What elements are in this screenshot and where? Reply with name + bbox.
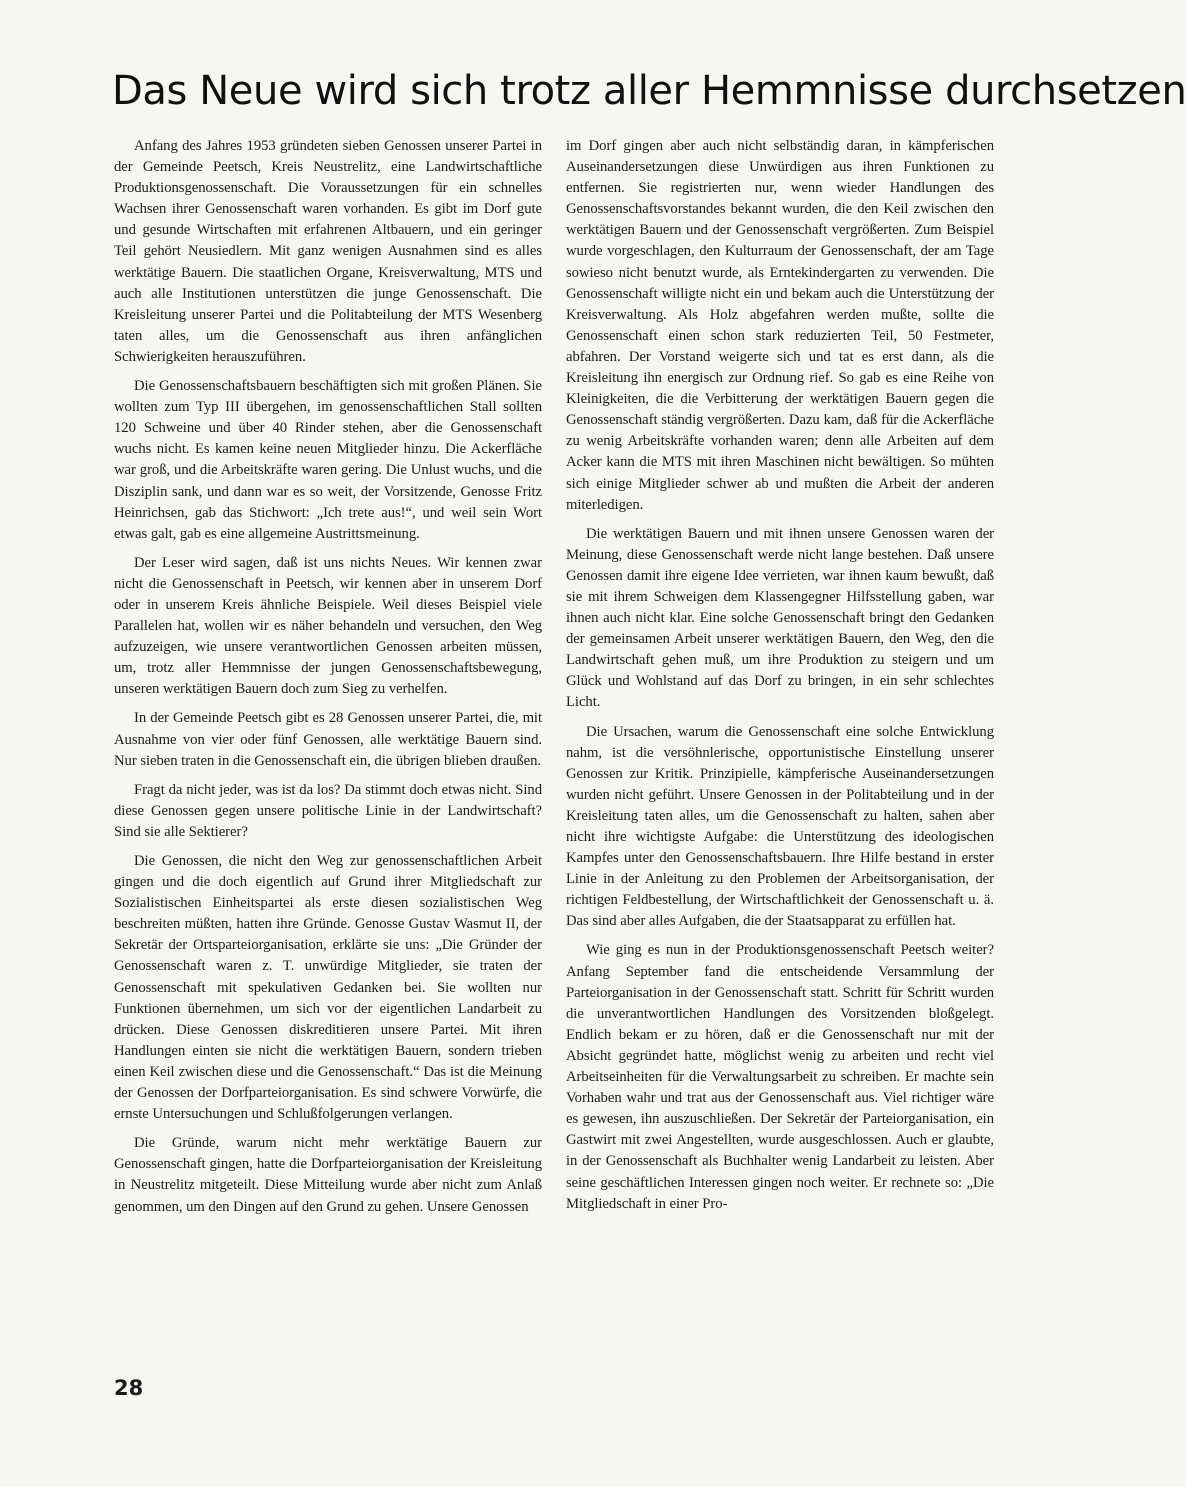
article-title: Das Neue wird sich trotz aller Hemmnisse durchsetzen <box>112 68 1186 114</box>
page-number: 28 <box>114 1376 144 1400</box>
paragraph: Der Leser wird sagen, daß ist uns nichts Neues. Wir kennen zwar nicht die Genossenschaft in Peetsch, wir kennen aber in unserem Dorf oder in unserem Kreis ähnliche Beispiele. Weil dieses Beispiel viele Parallelen hat, wollen wir es näher behandeln und versuchen, den Weg aufzuzeigen, wie unsere verantwortlichen Genossen arbeiten müssen, um, trotz aller Hemmnisse der jungen Genossenschaftsbewegung, unseren werktätigen Bauern doch zum Sieg zu verhelfen. <box>114 554 542 698</box>
paragraph: Die Gründe, warum nicht mehr werktätige Bauern zur Genossenschaft gingen, hatte die Dorfparteiorganisation der Kreisleitung in Neustrelitz mitgeteilt. Diese Mitteilung wurde aber nicht zum Anlaß genommen, um den Dingen auf den Grund zu gehen. Unsere Genossen <box>114 1135 542 1215</box>
paragraph: Die werktätigen Bauern und mit ihnen unsere Genossen waren der Meinung, diese Genossenschaft werde nicht lange bestehen. Daß unsere Genossen damit ihre eigene Idee verrieten, war ihnen kaum bewußt, daß sie mit ihrem Schweigen dem Klassengegner Hilfsstellung gaben, war ihnen auch nicht klar. Eine solche Genossenschaft bringt den Gedanken der gemeinsamen Arbeit unserer werktätigen Bauern, den Weg, den die Landwirtschaft gehen muß, um ihre Produktion zu steigern und um Glück und Wohlstand auf das Dorf zu bringen, in ein sehr schlechtes Licht. <box>566 525 994 711</box>
paragraph: Die Genossenschaftsbauern beschäftigten sich mit großen Plänen. Sie wollten zum Typ III übergehen, im genossenschaftlichen Stall sollten 120 Schweine und über 40 Rinder stehen, aber die Genossenschaft wuchs nicht. Es kamen keine neuen Mitglieder hinzu. Die Ackerfläche war groß, und die Arbeitskräfte waren gering. Die Unlust wuchs, und die Disziplin sank, und dann war es so weit, der Vorsitzende, Genosse Fritz Heinrichsen, gab das Stichwort: „Ich trete aus!“, und weil sein Wort etwas galt, gab es eine allgemeine Austrittsmeinung. <box>114 378 542 542</box>
paragraph: Fragt da nicht jeder, was ist da los? Da stimmt doch etwas nicht. Sind diese Genossen gegen unsere politische Linie in der Landwirtschaft? Sind sie alle Sektierer? <box>114 781 542 840</box>
right-column <box>566 136 994 1223</box>
paragraph-continued: im Dorf gingen aber auch nicht selbständig daran, in kämpferischen Auseinandersetzungen diese Unwürdigen aus ihren Funktionen zu entfernen. Sie registrierten nur, wenn wieder Handlungen des Genossenschaftsvorstandes bekannt wurden, die den Keil zwischen den werktätigen Bauern und der Genossenschaft vergrößerten. Zum Beispiel wurde vorgeschlagen, den Kulturraum der Genossenschaft, der am Tage sowieso nicht benutzt wurde, als Erntekindergarten zu verwenden. Die Genossenschaft willigte nicht ein und bekam auch die Unterstützung der Kreisverwaltung. Als Holz abgefahren werden mußte, sollte die Genossenschaft einen schon stark reduzierten Teil, 50 Festmeter, abfahren. Der Vorstand weigerte sich und tat es erst dann, als die Kreisleitung ihn energisch zur Ordnung rief. So gab es eine Reihe von Kleinigkeiten, die die Verbitterung der werktätigen Bauern gegen die Genossenschaft ständig vergrößerten. Dazu kam, daß für die Ackerfläche zu wenig Arbeitskräfte vorhanden waren; denn alle Arbeiten auf dem Acker kann die MTS mit ihren Maschinen nicht bewältigen. So mühten sich einige Mitglieder schwer ab und mußten die Arbeit der anderen miterledigen. <box>566 138 994 513</box>
paragraph: Die Ursachen, warum die Genossenschaft eine solche Entwicklung nahm, ist die versöhnlerische, opportunistische Einstellung unserer Genossen zur Kritik. Prinzipielle, kämpferische Auseinandersetzungen wurden nicht geführt. Unsere Genossen in der Politabteilung und in der Kreisleitung taten alles, um die Genossenschaft zu halten, sahen aber nicht ihre wichtigste Aufgabe: die Unterstützung des ideologischen Kampfes unter den Genossenschaftsbauern. Ihre Hilfe bestand in erster Linie in der Anleitung zu den Problemen der Arbeitsorganisation, der richtigen Feldbestellung, der Wirtschaftlichkeit der Genossenschaft u. ä. Das sind aber alles Aufgaben, die der Staatsapparat zu erfüllen hat. <box>566 723 994 930</box>
paragraph: Anfang des Jahres 1953 gründeten sieben Genossen unserer Partei in der Gemeinde Peetsch, Kreis Neustrelitz, eine Landwirtschaftliche Produktionsgenossenschaft. Die Voraussetzungen für ein schnelles Wachsen ihrer Genossenschaft waren vorhanden. Es gibt im Dorf gute und gesunde Wirtschaften mit erfahrenen Altbauern, und ein geringer Teil gehört Neusiedlern. Mit ganz wenigen Ausnahmen sind es alles werktätige Bauern. Die staatlichen Organe, Kreisverwaltung, MTS und auch alle Institutionen unterstützen die junge Genossenschaft. Die Kreisleitung unserer Partei und die Politabteilung der MTS Wesenberg taten alles, um die Genossenschaft aus ihren anfänglichen Schwierigkeiten herauszuführen. <box>114 138 542 365</box>
left-column <box>114 136 542 1226</box>
paragraph: Wie ging es nun in der Produktionsgenossenschaft Peetsch weiter? Anfang September fand die entscheidende Versammlung der Parteiorganisation in der Genossenschaft statt. Schritt für Schritt wurden die unverantwortlichen Handlungen des Vorsitzenden bloßgelegt. Endlich bekam er zu hören, daß er die Genossenschaft nur mit der Absicht gegründet hatte, möglichst wenig zu arbeiten und recht viel Arbeitseinheiten für die Verwaltungsarbeit zu schreiben. Er machte sein Vorhaben wahr und trat aus der Genossenschaft aus. Viel richtiger wäre es gewesen, ihn auszuschließen. Der Sekretär der Parteiorganisation, ein Gastwirt mit zwei Angestellten, wurde ausgeschlossen. Auch er glaubte, in der Genossenschaft als Buchhalter wenig Landarbeit zu leisten. Aber seine geschäftlichen Interessen gingen noch weiter. Er rechnete so: „Die Mitgliedschaft in einer Pro- <box>566 942 994 1212</box>
paragraph: Die Genossen, die nicht den Weg zur genossenschaftlichen Arbeit gingen und die doch eigentlich auf Grund ihrer Mitgliedschaft zur Sozialistischen Einheitspartei als erste diesen sozialistischen Weg beschreiten müßten, hatten ihre Gründe. Genosse Gustav Wasmut II, der Sekretär der Ortsparteiorganisation, erklärte sie uns: „Die Gründer der Genossenschaft waren z. T. unwürdige Mitglieder, sie traten der Genossenschaft mit spekulativen Gedanken bei. Sie wollten nur Funktionen übernehmen, um sich vor der eigentlichen Landarbeit zu drücken. Diese Genossen diskreditieren unsere Partei. Mit ihren Handlungen einten sie nicht die werktätigen Bauern, sondern trieben einen Keil zwischen diese und die Genossenschaft.“ Das ist die Meinung der Genossen der Dorfparteiorganisation. Es sind schwere Vorwürfe, die ernste Untersuchungen und Schlußfolgerungen verlangen. <box>114 853 542 1123</box>
paragraph: In der Gemeinde Peetsch gibt es 28 Genossen unserer Partei, die, mit Ausnahme von vier oder fünf Genossen, alle werktätige Bauern sind. Nur sieben traten in die Genossenschaft ein, die übrigen blieben draußen. <box>114 710 542 769</box>
